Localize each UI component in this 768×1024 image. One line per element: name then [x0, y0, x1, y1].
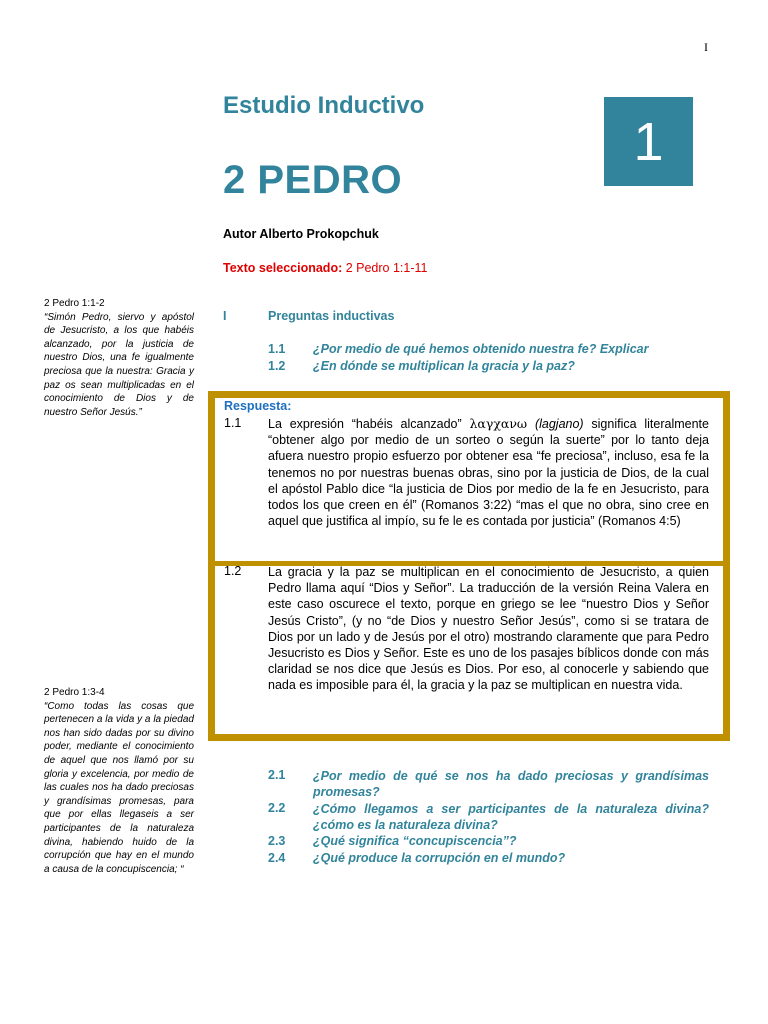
sidebar-note-quote: “Como todas las cosas que pertenecen a la vida y a la piedad nos han sido dadas por su divino poder, mediante el conocimiento de aquel que nos llamó por su gloria y excelencia, por medio de las cuales nos ha dado preciosas y grandísimas promesas, para que por ellas llegaseis a ser participantes de la naturaleza divina, habiendo huido de la corrupción que hay en el mundo a causa de la concupiscencia; “: [44, 700, 194, 875]
author-line: Autor Alberto Prokopchuk: [223, 227, 379, 241]
sidebar-note-2: [44, 686, 194, 876]
page-subtitle: Estudio Inductivo: [223, 92, 425, 119]
answer-label: Respuesta:: [224, 399, 292, 413]
question-text: ¿Cómo llegamos a ser participantes de la naturaleza divina? ¿cómo es la naturaleza divina?: [313, 802, 709, 832]
section-numeral: I: [223, 309, 227, 323]
answer-number: 1.1: [224, 416, 242, 430]
lesson-number-badge: 1: [604, 97, 693, 186]
sidebar-note-quote: “Simón Pedro, siervo y apóstol de Jesucristo, a los que habéis alcanzado, por la justicia de nuestro Dios, una fe igualmente preciosa que la nuestra: Gracia y paz os sean multiplicadas en el conocimiento de Dios y de nuestro Señor Jesús.”: [44, 311, 194, 418]
question-number: 2.2: [268, 801, 286, 815]
question-number: 2.4: [268, 851, 286, 865]
question-text: ¿En dónde se multiplican la gracia y la paz?: [313, 359, 575, 373]
page-number: I: [704, 40, 708, 54]
answer-paragraph-1: [268, 416, 709, 529]
answer-number: 1.2: [224, 564, 242, 578]
question-text: ¿Qué significa “concupiscencia”?: [313, 834, 517, 848]
question-number: 1.1: [268, 342, 286, 356]
selected-text-value: 2 Pedro 1:1-11: [342, 261, 428, 275]
answer-text: La expresión “habéis alcanzado”: [268, 417, 470, 431]
page-title: 2 PEDRO: [223, 158, 403, 202]
sidebar-note-1: [44, 297, 194, 419]
question-number: 2.1: [268, 768, 286, 782]
question-number: 2.3: [268, 834, 286, 848]
answer-paragraph-2: La gracia y la paz se multiplican en el conocimiento de Jesucristo, a quien Pedro llama aquí “Dios y Señor”. La traducción de la versión Reina Valera en este caso oscurece el texto, porque en griego se lee “nuestro Dios y Señor Jesús Cristo”, (y no “de Dios y nuestro Señor Jesús”, como si se tratara de Dios por un lado y de Jesús por el otro) mostrando claramente que para Pedro Jesucristo es Dios y Señor. Este es uno de los pasajes bíblicos donde con más claridad se nos dice que Jesús es Dios. Por eso, al conocerle y sabiendo que nada es imposible para él, la gracia y la paz se multiplican en nuestra vida.: [268, 565, 709, 693]
selected-text-label: Texto seleccionado:: [223, 261, 343, 275]
sidebar-note-ref: 2 Pedro 1:3-4: [44, 687, 105, 698]
transliteration: (lagjano): [527, 417, 584, 431]
question-text: ¿Por medio de qué hemos obtenido nuestra fe? Explicar: [313, 342, 649, 356]
question-number: 1.2: [268, 359, 286, 373]
section-heading: Preguntas inductivas: [268, 309, 395, 323]
answer-text: significa literalmente “obtener algo por medio de un sorteo o según la suerte” por lo tanto deja afuera nuestro propio esfuerzo por obtener esa “fe preciosa”, incluso, esa fe la tenemos no por nuestras buenas obras, sino por la justicia de Dios, de la cual el apóstol Pablo dice “la justicia de Dios por medio de la fe en Jesucristo, para todos los que creen en él” (Romanos 3:22) “mas el que no obra, sino cree en aquel que justifica al impío, su fe le es contada por justicia” (Romanos 4:5): [268, 417, 709, 529]
question-text: ¿Qué produce la corrupción en el mundo?: [313, 851, 566, 865]
sidebar-note-ref: 2 Pedro 1:1-2: [44, 298, 105, 309]
greek-word: λαγχανω: [469, 416, 528, 431]
selected-text-line: [223, 261, 428, 275]
question-text: ¿Por medio de qué se nos ha dado preciosas y grandísimas promesas?: [313, 769, 709, 799]
